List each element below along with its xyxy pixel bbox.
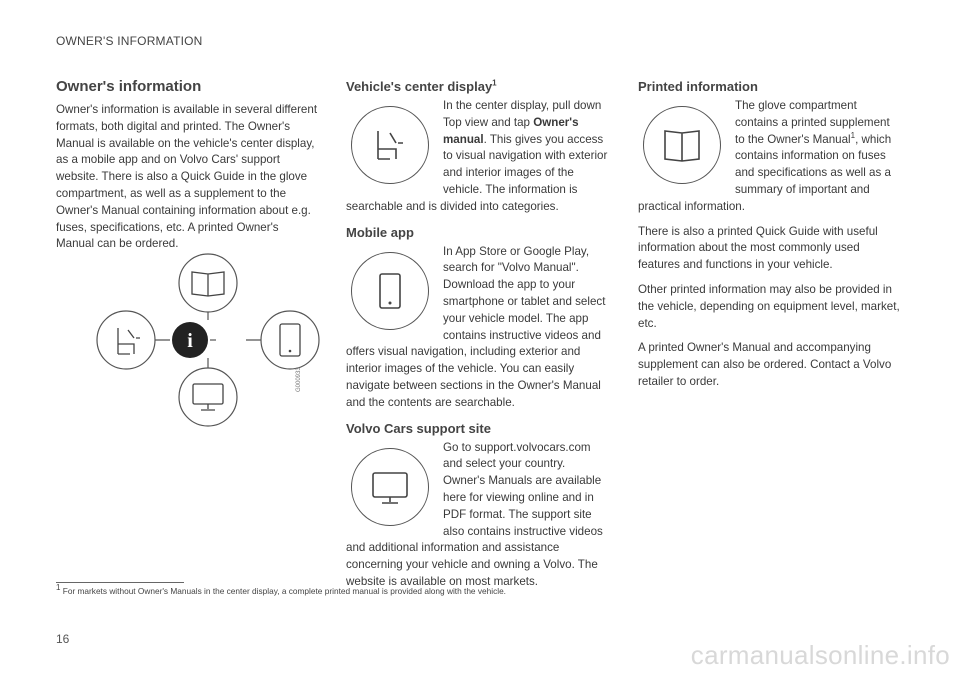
mobile-app-body: In App Store or Google Play, search for "Volvo Manual". Download the app to your smartphone or tablet and select your vehicle model. The app contains instructive videos and offers visual navigation, including exterior and interior images of the vehicle. You can easily navigate between sections in the Owner's Manual and the contents are searchable. bbox=[346, 244, 606, 409]
footnote: $^1$ For markets without Owner's Manuals in the center display, a complete printed manual is provided along with the vehicle. bbox=[56, 583, 506, 596]
watermark: carmanualsonline.info bbox=[690, 640, 950, 670]
section-center-display bbox=[346, 78, 608, 224]
diagram-code: G000933 bbox=[296, 367, 302, 392]
column-printed bbox=[638, 78, 900, 399]
center-display-heading: Vehicle's center display$^1$ bbox=[346, 78, 497, 94]
phone-icon bbox=[351, 252, 429, 330]
support-site-body: Go to support.volvocars.com and select your country. Owner's Manuals are available here for viewing online and in PDF format. The support site also contains instructive videos and additional information and assistance concerning your vehicle and owning a Volvo. The website is available on most markets. bbox=[346, 440, 603, 588]
order-manual-paragraph: A printed Owner's Manual and accompanying supplement can also be ordered. Contact a Volvo retailer to order. bbox=[638, 341, 892, 388]
book-icon bbox=[179, 254, 237, 312]
support-site-heading: Volvo Cars support site bbox=[346, 420, 491, 436]
section-mobile-app bbox=[346, 224, 608, 420]
section-support-site bbox=[346, 420, 608, 599]
owners-information-body: Owner's information is available in several different formats, both digital and printed. The Owner's Manual is available on the vehicle's center display, as a mobile app and on Volvo Cars' support website. There is also a Quick Guide in the glove compartment, as well as a supplement to the Owner's Manual containing information about e.g. fuses, specifications, etc. A printed Owner's Manual can be ordered. bbox=[56, 103, 318, 251]
info-icon bbox=[172, 322, 208, 358]
page-header: OWNER'S INFORMATION bbox=[56, 34, 203, 48]
monitor-icon bbox=[179, 368, 237, 426]
car-display-icon bbox=[351, 106, 429, 184]
quick-guide-paragraph: There is also a printed Quick Guide with useful information about the most commonly used features and functions in your vehicle. bbox=[638, 224, 878, 272]
center-display-body: In the center display, pull down Top view and tap Owner's manual. This gives you access to visual navigation with exterior and interior images of the vehicle. The information is searchable and is divided into categories. bbox=[346, 99, 608, 213]
phone-icon bbox=[261, 311, 319, 369]
footnote-divider bbox=[56, 582, 184, 583]
book-icon bbox=[643, 106, 721, 184]
monitor-icon bbox=[351, 448, 429, 526]
car-display-icon bbox=[97, 311, 155, 369]
svg-text:i: i bbox=[187, 330, 193, 352]
page-number: 16 bbox=[56, 632, 70, 646]
other-printed-paragraph: Other printed information may also be provided in the vehicle, depending on equipment level, market, etc. bbox=[638, 282, 900, 330]
owners-information-heading: Owner's information bbox=[56, 78, 202, 95]
mobile-app-heading: Mobile app bbox=[346, 224, 414, 240]
column-digital bbox=[346, 78, 608, 599]
printed-information-body: The glove compartment contains a printed supplement to the Owner's Manual$^1$, which contains information on fuses and specifications as well as a summary of important and practical information. bbox=[638, 99, 892, 213]
section-printed-information bbox=[638, 78, 900, 224]
printed-information-heading: Printed information bbox=[638, 79, 758, 94]
owners-information-diagram bbox=[96, 250, 320, 430]
column-owners-information bbox=[56, 78, 318, 261]
